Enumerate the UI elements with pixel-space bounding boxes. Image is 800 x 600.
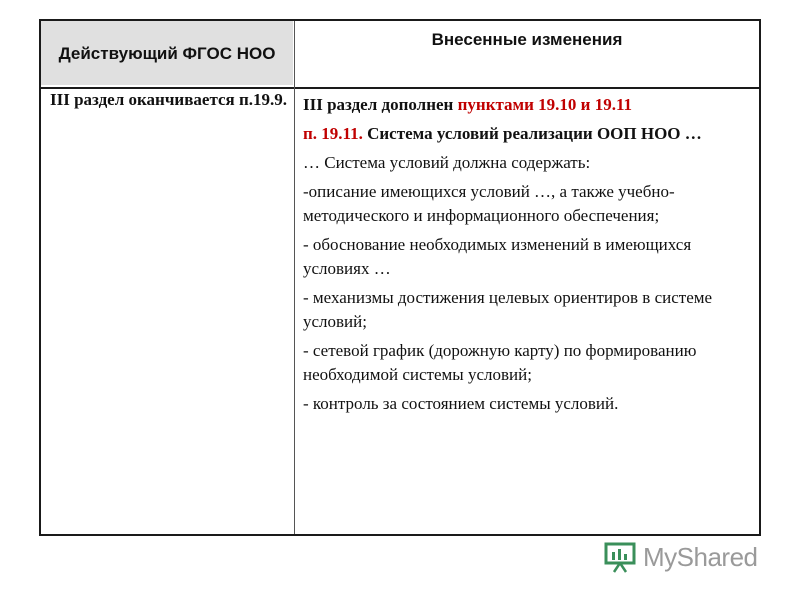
myshared-watermark <box>603 537 758 577</box>
paragraph: - механизмы достижения целевых ориентиров в системе условий; <box>303 288 713 331</box>
line2-text: Система условий реализации ООП НОО … <box>362 124 702 143</box>
changes-line-2 <box>303 122 755 146</box>
line1-highlight: пунктами 19.10 и 19.11 <box>457 95 633 114</box>
paragraph: - обоснование необходимых изменений в имеющихся условиях … <box>303 235 692 278</box>
column-divider <box>294 21 295 534</box>
header-changes: Внесенные изменения <box>295 21 759 85</box>
paragraph: - сетевой график (дорожную карту) по формированию необходимой системы условий; <box>303 341 697 384</box>
left-cell-text: III раздел оканчивается п.19.9. <box>50 90 288 109</box>
table-header-row <box>41 21 759 89</box>
presentation-board-icon <box>603 541 637 573</box>
paragraph: … Система условий должна содержать: <box>303 153 591 172</box>
watermark-text: MyShared <box>643 541 758 572</box>
header-current-standard: Действующий ФГОС НОО <box>41 21 293 85</box>
line2-highlight: п. 19.11. <box>303 124 363 143</box>
line1-text: III раздел дополнен <box>303 95 458 114</box>
comparison-table <box>39 19 761 536</box>
paragraph: - контроль за состоянием системы условий. <box>303 394 619 413</box>
paragraph: -описание имеющихся условий …, а также учебно-методического и информационного обеспечения; <box>303 182 675 225</box>
right-cell <box>303 93 755 421</box>
changes-line-1 <box>303 93 755 117</box>
